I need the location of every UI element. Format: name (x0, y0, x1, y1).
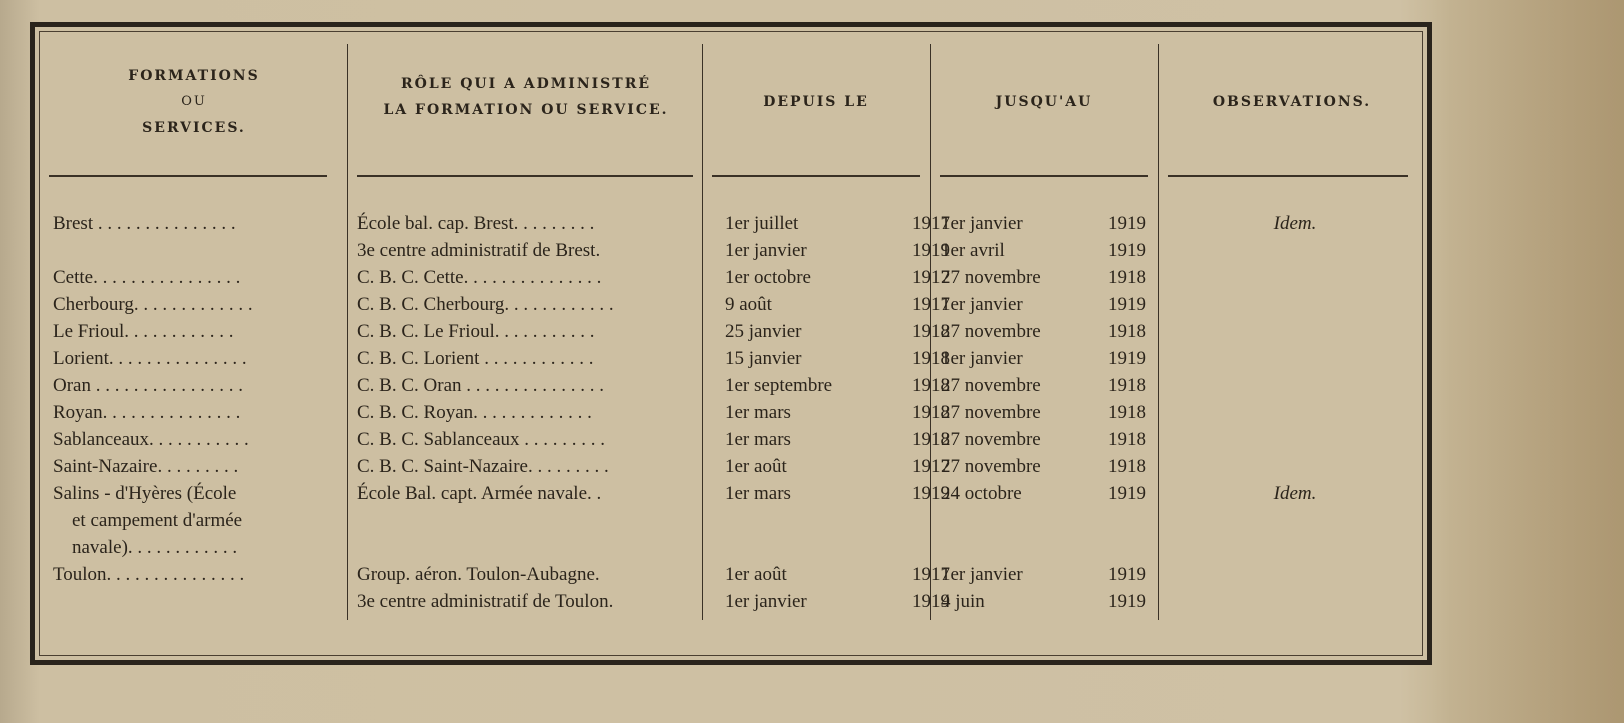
column-divider (1158, 44, 1159, 620)
role-text: C. B. C. Cette. . . . . . . . . . . . . . . (357, 267, 602, 288)
date-day: 1er août (725, 456, 787, 477)
observation-text: Idem. (1273, 213, 1317, 234)
depuis-cell (725, 291, 950, 318)
date-year: 1917 (912, 564, 950, 585)
jusqu-cell (941, 453, 1151, 480)
role-cell (357, 588, 697, 615)
depuis-column (725, 210, 950, 615)
depuis-cell (725, 264, 950, 291)
date-year: 1918 (912, 348, 950, 369)
date-day: 1er janvier (941, 564, 1023, 585)
observation-cell (1165, 291, 1425, 318)
header-line: RÔLE QUI A ADMINISTRÉ (400, 76, 651, 92)
date-day: 1er août (725, 564, 787, 585)
date-day: 1er septembre (725, 375, 833, 396)
date-day: 1er janvier (725, 240, 807, 261)
date-year: 1917 (912, 213, 950, 234)
observation-cell (1165, 318, 1425, 345)
date-year: 1919 (912, 591, 950, 612)
date-day: 1er mars (725, 429, 791, 450)
formation-cell (53, 561, 343, 588)
formation-cell (53, 345, 343, 372)
depuis-cell (725, 588, 950, 615)
role-cell (357, 561, 697, 588)
header-depuis: DEPUIS LE (763, 94, 869, 110)
header-rule (940, 175, 1148, 177)
formation-text: navale). . . . . . . . . . . . (53, 537, 238, 558)
date-day: 24 octobre (941, 483, 1022, 504)
role-cell (357, 345, 697, 372)
formation-cell (53, 372, 343, 399)
header-formations (49, 63, 339, 141)
role-text: C. B. C. Royan. . . . . . . . . . . . . (357, 402, 592, 423)
role-cell (357, 237, 697, 264)
date-year: 1919 (912, 483, 950, 504)
formation-text: Salins - d'Hyères (École (53, 483, 237, 504)
depuis-cell (725, 426, 950, 453)
role-text: 3e centre administratif de Brest. (357, 240, 601, 261)
depuis-cell (725, 507, 925, 534)
header-line: FORMATIONS (128, 68, 260, 84)
formation-cell (53, 507, 343, 534)
role-text: C. B. C. Oran . . . . . . . . . . . . . . . (357, 375, 604, 396)
role-text: C. B. C. Saint-Nazaire. . . . . . . . . (357, 456, 609, 477)
role-text: C. B. C. Sablanceaux . . . . . . . . . (357, 429, 606, 450)
formation-text: Brest . . . . . . . . . . . . . . . (53, 213, 236, 234)
jusqu-cell (941, 507, 1151, 534)
date-year: 1918 (1108, 267, 1146, 288)
date-year: 1918 (912, 375, 950, 396)
date-day: 1er juillet (725, 213, 799, 234)
observation-cell (1165, 372, 1425, 399)
depuis-cell (725, 480, 950, 507)
jusqu-cell (941, 210, 1151, 237)
date-year: 1919 (1108, 213, 1146, 234)
jusqu-cell (941, 480, 1151, 507)
observation-cell (1165, 534, 1425, 561)
date-year: 1919 (1108, 240, 1146, 261)
date-year: 1918 (912, 429, 950, 450)
observations-column (1165, 210, 1425, 615)
formation-cell (53, 264, 343, 291)
role-text: Group. aéron. Toulon-Aubagne. (357, 564, 600, 585)
observation-cell (1165, 588, 1425, 615)
role-cell (357, 426, 697, 453)
header-observations: OBSERVATIONS. (1212, 94, 1372, 110)
date-day: 27 novembre (941, 375, 1041, 396)
formations-column (53, 210, 343, 615)
role-cell (357, 480, 697, 507)
date-day: 1er mars (725, 402, 791, 423)
formation-text: Sablanceaux. . . . . . . . . . . (53, 429, 249, 450)
date-day: 4 juin (941, 591, 985, 612)
depuis-cell (725, 561, 950, 588)
formation-cell (53, 399, 343, 426)
observation-cell (1165, 210, 1425, 237)
jusqu-cell (941, 399, 1151, 426)
jusqu-cell (941, 426, 1151, 453)
header-line: OU (181, 94, 207, 109)
jusqu-cell (941, 561, 1151, 588)
jusqu-column (941, 210, 1151, 615)
depuis-cell (725, 318, 950, 345)
document-table (30, 22, 1432, 665)
date-day: 15 janvier (725, 348, 802, 369)
formation-cell (53, 291, 343, 318)
date-year: 1919 (912, 240, 950, 261)
observation-cell (1165, 453, 1425, 480)
observation-cell (1165, 480, 1425, 507)
jusqu-cell (941, 291, 1151, 318)
header-rule (49, 175, 327, 177)
date-year: 1919 (1108, 348, 1146, 369)
observation-text: Idem. (1273, 483, 1317, 504)
formation-cell (53, 318, 343, 345)
depuis-cell (725, 399, 950, 426)
date-day: 9 août (725, 294, 772, 315)
date-year: 1917 (912, 267, 950, 288)
formation-text: Le Frioul. . . . . . . . . . . . (53, 321, 234, 342)
depuis-cell (725, 345, 950, 372)
column-divider (702, 44, 703, 620)
header-rule (712, 175, 920, 177)
role-cell (357, 372, 697, 399)
observation-cell (1165, 399, 1425, 426)
header-line: SERVICES. (142, 120, 246, 136)
formation-cell (53, 210, 343, 237)
role-cell (357, 453, 697, 480)
formation-text: Royan. . . . . . . . . . . . . . . (53, 402, 241, 423)
formation-text: Toulon. . . . . . . . . . . . . . . (53, 564, 245, 585)
date-day: 1er janvier (725, 591, 807, 612)
observation-cell (1165, 345, 1425, 372)
formation-cell (53, 480, 343, 507)
jusqu-cell (941, 372, 1151, 399)
role-cell (357, 210, 697, 237)
role-cell (357, 534, 697, 561)
observation-cell (1165, 507, 1425, 534)
role-text: École Bal. capt. Armée navale. . (357, 483, 602, 504)
jusqu-cell (941, 345, 1151, 372)
role-cell (357, 264, 697, 291)
date-day: 27 novembre (941, 429, 1041, 450)
header-role (353, 71, 699, 123)
depuis-cell (725, 210, 950, 237)
role-text: 3e centre administratif de Toulon. (357, 591, 614, 612)
date-day: 1er octobre (725, 267, 811, 288)
date-year: 1918 (1108, 402, 1146, 423)
date-year: 1919 (1108, 483, 1146, 504)
date-year: 1919 (1108, 294, 1146, 315)
formation-cell (53, 426, 343, 453)
date-day: 27 novembre (941, 402, 1041, 423)
date-day: 25 janvier (725, 321, 802, 342)
formation-cell (53, 534, 343, 561)
column-divider (347, 44, 348, 620)
date-day: 1er janvier (941, 213, 1023, 234)
date-day: 27 novembre (941, 456, 1041, 477)
role-text: C. B. C. Cherbourg. . . . . . . . . . . . (357, 294, 614, 315)
date-year: 1917 (912, 456, 950, 477)
date-year: 1918 (1108, 456, 1146, 477)
role-cell (357, 318, 697, 345)
observation-cell (1165, 561, 1425, 588)
date-year: 1918 (1108, 321, 1146, 342)
formation-text: Oran . . . . . . . . . . . . . . . . (53, 375, 243, 396)
role-text: C. B. C. Lorient . . . . . . . . . . . . (357, 348, 594, 369)
formation-cell (53, 237, 343, 264)
role-column (357, 210, 697, 615)
formation-cell (53, 588, 343, 615)
date-year: 1919 (1108, 591, 1146, 612)
date-day: 27 novembre (941, 267, 1041, 288)
observation-cell (1165, 426, 1425, 453)
jusqu-cell (941, 237, 1151, 264)
depuis-cell (725, 534, 925, 561)
jusqu-cell (941, 588, 1151, 615)
date-day: 1er janvier (941, 348, 1023, 369)
formation-text: Cette. . . . . . . . . . . . . . . . (53, 267, 241, 288)
role-text: École bal. cap. Brest. . . . . . . . . (357, 213, 595, 234)
page-edge (1430, 0, 1624, 723)
date-day: 1er avril (941, 240, 1005, 261)
role-cell (357, 291, 697, 318)
depuis-cell (725, 372, 950, 399)
date-year: 1918 (1108, 375, 1146, 396)
date-day: 1er mars (725, 483, 791, 504)
header-rule (357, 175, 693, 177)
role-text: C. B. C. Le Frioul. . . . . . . . . . . (357, 321, 595, 342)
date-day: 1er janvier (941, 294, 1023, 315)
formation-text: Lorient. . . . . . . . . . . . . . . (53, 348, 247, 369)
observation-cell (1165, 237, 1425, 264)
formation-text: Cherbourg. . . . . . . . . . . . . (53, 294, 253, 315)
depuis-cell (725, 237, 950, 264)
role-cell (357, 399, 697, 426)
date-day: 27 novembre (941, 321, 1041, 342)
date-year: 1918 (912, 321, 950, 342)
depuis-cell (725, 453, 950, 480)
observation-cell (1165, 264, 1425, 291)
jusqu-cell (941, 318, 1151, 345)
jusqu-cell (941, 264, 1151, 291)
date-year: 1918 (1108, 429, 1146, 450)
role-cell (357, 507, 697, 534)
header-jusqu: JUSQU'AU (995, 94, 1093, 110)
header-rule (1168, 175, 1408, 177)
header-line: LA FORMATION OU SERVICE. (383, 102, 669, 118)
formation-text: Saint-Nazaire. . . . . . . . . (53, 456, 239, 477)
date-year: 1919 (1108, 564, 1146, 585)
jusqu-cell (941, 534, 1151, 561)
formation-cell (53, 453, 343, 480)
date-year: 1917 (912, 294, 950, 315)
date-year: 1918 (912, 402, 950, 423)
formation-text: et campement d'armée (53, 510, 243, 531)
